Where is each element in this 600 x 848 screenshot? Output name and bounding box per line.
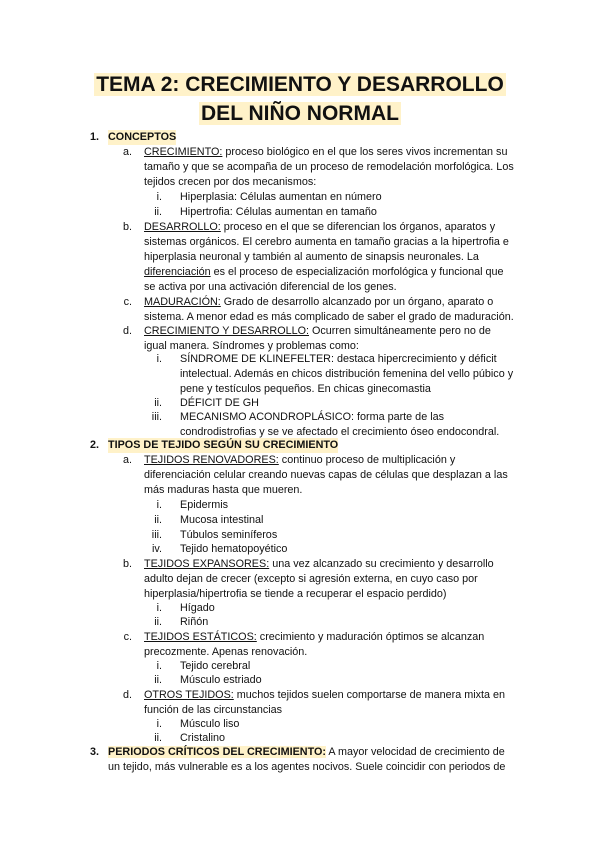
title-line-1: TEMA 2: CRECIMIENTO Y DESARROLLO (96, 73, 504, 96)
term: OTROS TEJIDOS: (144, 689, 234, 701)
term: TEJIDOS ESTÁTICOS: (144, 631, 257, 643)
section-3-title: PERIODOS CRÍTICOS DEL CRECIMIENTO: (108, 746, 326, 758)
page-title (0, 70, 600, 128)
term: DESARROLLO: (144, 221, 221, 233)
document-page: TEMA 2: CRECIMIENTO Y DESARROLLO DEL NIÑO NORMAL 1. CONCEPTOS a. CRECIMIENTO: proceso biológico en el que los seres vivos incrementan su tamaño y que se acompaña de un proceso de remodelación morfológica. Los tejidos crecen por dos mecanismos: i. Hiperplasia: Células aumentan en número ii. Hipertrofia: Células aumentan en tamaño b. DESARROLLO: proceso en el que se diferencian los órganos, aparatos y sistemas orgánicos. El cerebro aumenta en tamaño gracias a la hipertrofia e hiperplasia neuronal y también al aumento de sinapsis neuronales. La diferenciación es el proceso de especialización morfológica y funcional que se activa por una activación diferencial de los genes. c. MADURACIÓN: Grado de desarrollo alcanzado por un órgano, aparato o sistema. A menor edad es más complicado de saber el grado de maduración. d. CRECIMIENTO Y DESARROLLO: Ocurren simultáneamente pero no de igual manera. Síndromes y problemas como: i. SÍNDROME DE KLINEFELTER: destaca hipercrecimiento y déficit intelectual. Además en chicos distribución femenina del vello púbico y pene y testículos pequeños. En chicas ginecomastia ii. DÉFICIT DE GH iii. MECANISMO ACONDROPLÁSICO: forma parte de las condrodistrofias y se ve afectado el crecimiento óseo endocondral. 2. TIPOS DE TEJIDO SEGÚN SU CRECIMIENTO a. TEJIDOS RENOVADORES: continuo proceso de multiplicación y diferenciación celular creando nuevas capas de células que desplazan a las más maduras hasta que mueren. i. Epidermis ii. Mucosa intestinal iii. Túbulos seminíferos iv. Tejido hematopoyético b. TEJIDOS EXPANSORES: una vez alcanzado su crecimiento y desarrollo adulto dejan de crecer (excepto si agresión externa, en cuyo caso por hiperplasia/hipertrofia se tiende a recuperar el espacio perdido) i. Hígado ii. Riñón c. TEJIDOS ESTÁTICOS: crecimiento y maduración óptimos se alcanzan precozmente. Apenas renovación. i. Tejido cerebral ii. Músculo estriado d. OTROS TEJIDOS: muchos tejidos suelen comportarse de manera mixta en función de las circunstancias i. Músculo liso ii. Cristalino 3. PERIODOS CRÍTICOS DEL CRECIMIENTO: A mayor velocidad de crecimiento de un tejido, más vulnerable es a los agentes nocivos. Suele coincidir con periodos de (0, 0, 600, 848)
term: diferenciación (144, 266, 211, 278)
section-2-title: TIPOS DE TEJIDO SEGÚN SU CRECIMIENTO (108, 439, 339, 451)
term: CRECIMIENTO: (144, 146, 223, 158)
title-line-2: DEL NIÑO NORMAL (201, 102, 399, 125)
term: CRECIMIENTO Y DESARROLLO: (144, 325, 309, 337)
term: MADURACIÓN: (144, 296, 221, 308)
section-3-body: un tejido, más vulnerable es a los agentes nocivos. Suele coincidir con periodos de (108, 761, 506, 773)
term: TEJIDOS RENOVADORES: (144, 454, 279, 466)
term: TEJIDOS EXPANSORES: (144, 558, 270, 570)
section-1-title: CONCEPTOS (108, 131, 177, 143)
